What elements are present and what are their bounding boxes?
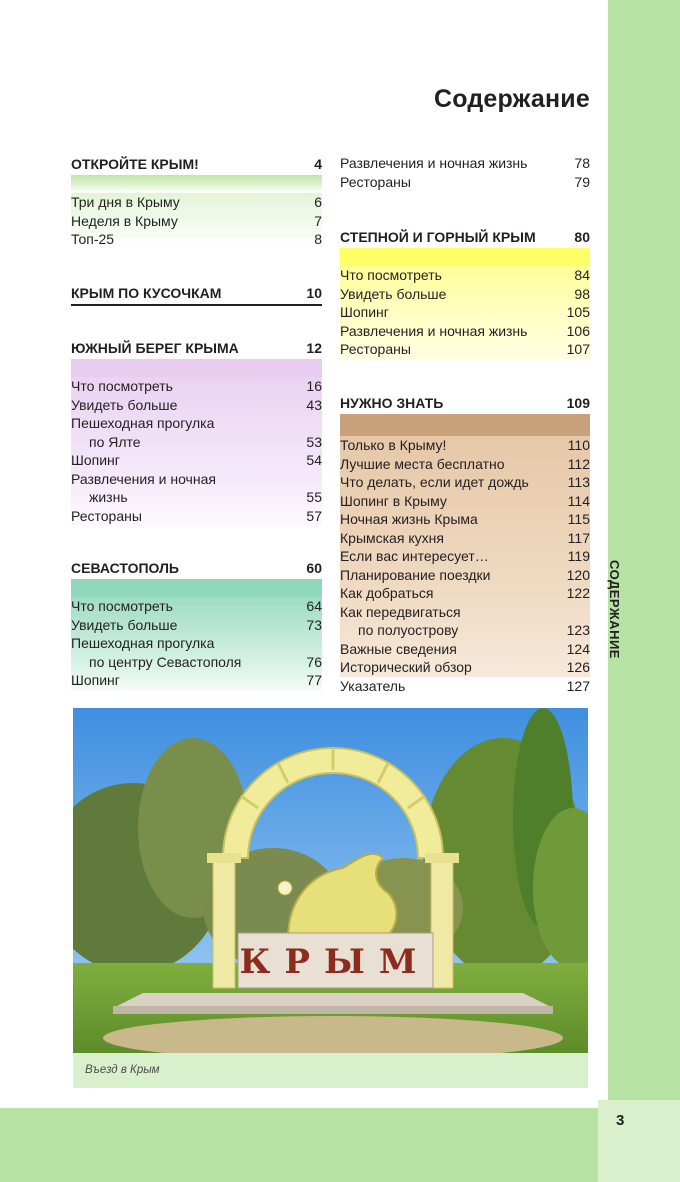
toc-section-steppe [340, 228, 590, 359]
toc-entry[interactable]: Пешеходная прогулка [71, 415, 215, 431]
toc-section-need-to-know [340, 394, 590, 695]
toc-section-open-crimea [71, 155, 322, 249]
section-items [340, 436, 590, 695]
toc-entry[interactable]: Пешеходная прогулка [71, 635, 215, 651]
toc-entry[interactable]: Шопинг 54 [71, 452, 322, 468]
toc-entry-cont[interactable]: по Ялте 53 [89, 433, 322, 450]
toc-section-sevastopol [71, 559, 322, 690]
toc-entry[interactable]: Если вас интересует… 119 [340, 548, 590, 564]
section-header[interactable]: СЕВАСТОПОЛЬ 60 [71, 560, 322, 576]
toc-entry-cont[interactable]: по центру Севастополя 76 [89, 653, 322, 670]
toc-entry[interactable]: Топ-25 8 [71, 231, 322, 247]
section-color-bar [340, 414, 590, 436]
toc-entry[interactable]: Увидеть больше 43 [71, 396, 322, 413]
toc-entry[interactable]: Рестораны 79 [340, 173, 590, 190]
toc-entry[interactable]: Указатель 127 [340, 677, 590, 694]
section-header[interactable]: НУЖНО ЗНАТЬ 109 [340, 395, 590, 411]
sign-text: КРЫМ [239, 942, 431, 982]
toc-section-south-coast [71, 339, 322, 525]
toc-entry[interactable]: Лучшие места бесплатно 112 [340, 455, 590, 472]
page-number: 3 [616, 1112, 625, 1129]
toc-entry[interactable]: Исторический обзор 126 [340, 659, 590, 675]
page-number-box [598, 1100, 680, 1182]
section-items [71, 193, 322, 249]
crimea-entrance-photo [73, 708, 588, 1053]
toc-entry[interactable]: Развлечения и ночная [71, 470, 216, 487]
section-items [340, 266, 590, 359]
photo-caption: Въезд в Крым [73, 1053, 588, 1088]
section-header[interactable]: КРЫМ ПО КУСОЧКАМ 10 [71, 284, 322, 306]
toc-entry[interactable]: Как добраться 122 [340, 585, 590, 601]
toc-entry[interactable]: Что посмотреть 16 [71, 378, 322, 394]
section-color-bar [71, 175, 322, 193]
toc-entry[interactable]: Что делать, если идет дождь 113 [340, 474, 590, 490]
section-color-bar [71, 359, 322, 377]
section-header[interactable]: ЮЖНЫЙ БЕРЕГ КРЫМА 12 [71, 340, 322, 356]
toc-entry[interactable]: Планирование поездки 120 [340, 566, 590, 583]
section-color-bar [71, 579, 322, 597]
toc-entry[interactable]: Что посмотреть 64 [71, 598, 322, 614]
page-title: Содержание [433, 85, 590, 113]
toc-entry-cont[interactable]: жизнь 55 [89, 489, 322, 505]
section-header[interactable]: ОТКРОЙТЕ КРЫМ! 4 [71, 156, 322, 172]
toc-entry[interactable]: Увидеть больше 98 [340, 285, 590, 302]
section-items [71, 597, 322, 690]
toc-entry[interactable]: Что посмотреть 84 [340, 267, 590, 283]
toc-entry[interactable]: Шопинг 105 [340, 304, 590, 320]
section-items [71, 377, 322, 525]
toc-entry[interactable]: Увидеть больше 73 [71, 616, 322, 633]
toc-entry[interactable]: Развлечения и ночная жизнь 106 [340, 322, 590, 339]
toc-entry[interactable]: Шопинг 77 [71, 672, 322, 688]
toc-entry[interactable]: Развлечения и ночная жизнь 78 [340, 155, 590, 171]
side-section-label: СОДЕРЖАНИЕ [607, 560, 622, 659]
section-header[interactable]: СТЕПНОЙ И ГОРНЫЙ КРЫМ 80 [340, 229, 590, 245]
toc-entry-cont[interactable]: по полуострову 123 [358, 622, 590, 638]
toc-entry[interactable]: Три дня в Крыму 6 [71, 194, 322, 210]
toc-entry[interactable]: Важные сведения 124 [340, 640, 590, 657]
side-strip [608, 0, 680, 1100]
toc-entry[interactable]: Ночная жизнь Крыма 115 [340, 511, 590, 527]
bottom-band [0, 1108, 598, 1182]
toc-entry[interactable]: Крымская кухня 117 [340, 529, 590, 546]
toc-entry[interactable]: Неделя в Крыму 7 [71, 212, 322, 229]
toc-entry[interactable]: Рестораны 107 [340, 341, 590, 357]
section-color-bar [340, 248, 590, 266]
toc-entry[interactable]: Рестораны 57 [71, 507, 322, 524]
toc-entry[interactable]: Как передвигаться [340, 603, 461, 620]
toc-section-sevastopol-cont [340, 154, 590, 191]
toc-entry[interactable]: Только в Крыму! 110 [340, 437, 590, 453]
toc-entry[interactable]: Шопинг в Крыму 114 [340, 492, 590, 509]
toc-section-pieces [71, 284, 322, 306]
